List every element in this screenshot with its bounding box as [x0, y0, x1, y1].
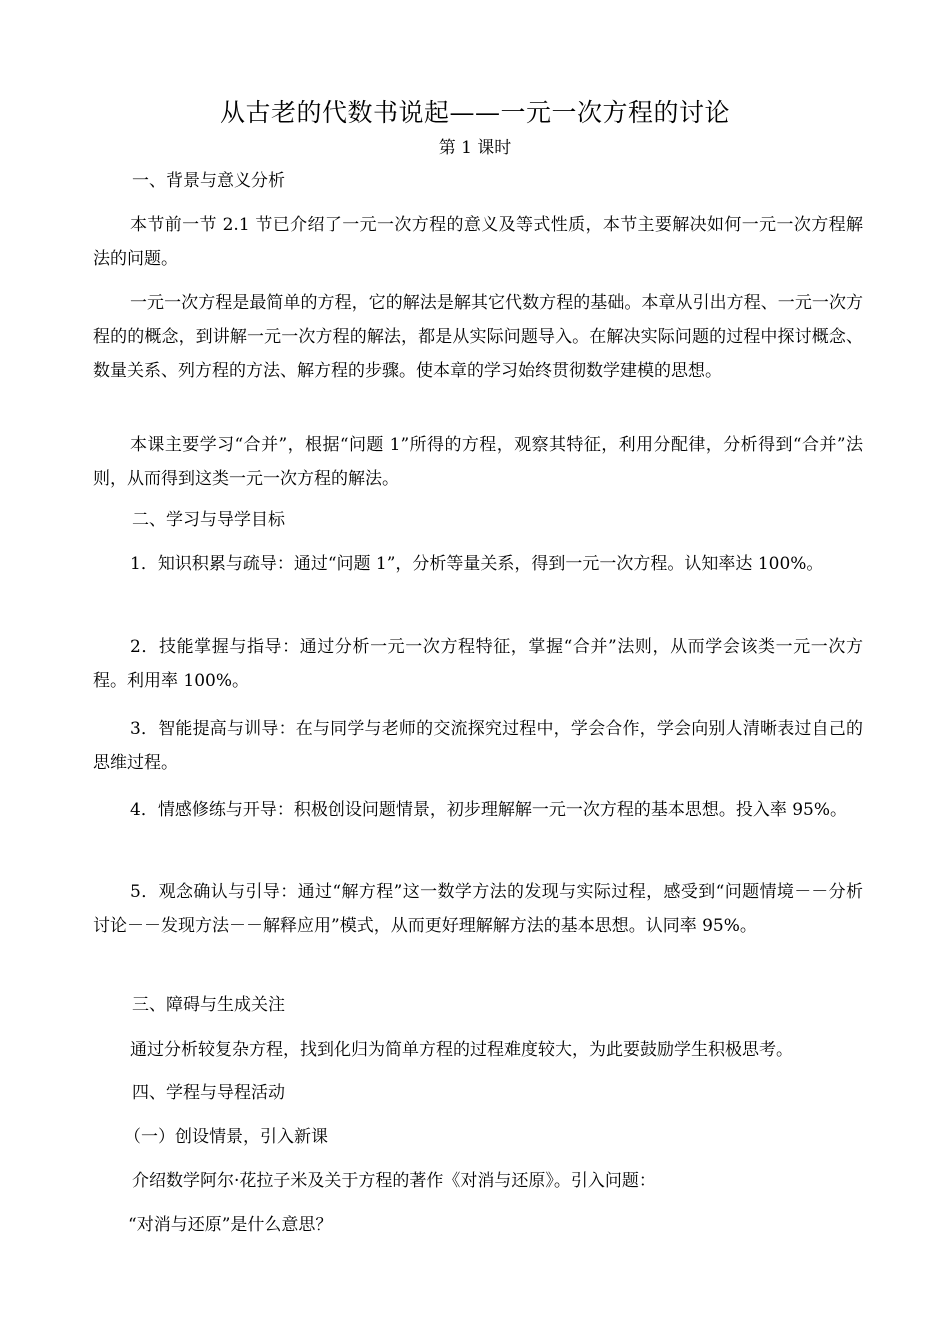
paragraph-background-3: 本课主要学习“合并”，根据“问题 1”所得的方程，观察其特征，利用分配律，分析得到“合并”法则，从而得到这类一元一次方程的解法。: [93, 435, 863, 489]
question-text: “对消与还原”是什么意思？: [128, 1215, 333, 1235]
goal-item-3: 3．智能提高与训导：在与同学与老师的交流探究过程中，学会合作，学会向别人清晰表过自己的思维过程。: [93, 719, 863, 773]
section-heading-goals: 二、学习与导学目标: [132, 510, 285, 530]
section-heading-activities: 四、学程与导程活动: [132, 1083, 285, 1103]
paragraph-intro: 介绍数学阿尔·花拉子米及关于方程的著作《对消与还原》。引入问题：: [132, 1171, 656, 1191]
goal-item-2: 2．技能掌握与指导：通过分析一元一次方程特征，掌握“合并”法则，从而学会该类一元一次方程。利用率 100%。: [93, 637, 863, 691]
section-heading-background: 一、背景与意义分析: [132, 171, 285, 191]
goal-item-5: 5．观念确认与引导：通过“解方程”这一数学方法的发现与实际过程，感受到“问题情境－－分析讨论－－发现方法－－解释应用”模式，从而更好理解解方法的基本思想。认同率 95%。: [93, 882, 863, 936]
lesson-subtitle: 第 1 课时: [438, 138, 512, 158]
paragraph-obstacles: 通过分析较复杂方程，找到化归为简单方程的过程难度较大，为此要鼓励学生积极思考。: [130, 1040, 793, 1060]
goal-item-1: 1．知识积累与疏导：通过“问题 1”，分析等量关系，得到一元一次方程。认知率达 100%。: [130, 554, 824, 574]
goal-item-4: 4．情感修练与开导：积极创设问题情景，初步理解解一元一次方程的基本思想。投入率 95%。: [130, 800, 848, 820]
subsection-heading-intro: （一）创设情景，引入新课: [124, 1127, 328, 1147]
paragraph-background-1: 本节前一节 2.1 节已介绍了一元一次方程的意义及等式性质，本节主要解决如何一元一次方程解法的问题。: [93, 215, 863, 269]
section-heading-obstacles: 三、障碍与生成关注: [132, 995, 285, 1015]
document-title: 从古老的代数书说起——一元一次方程的讨论: [219, 98, 730, 127]
paragraph-background-2: 一元一次方程是最简单的方程，它的解法是解其它代数方程的基础。本章从引出方程、一元一次方程的的概念，到讲解一元一次方程的解法，都是从实际问题导入。在解决实际问题的过程中探讨概念、数量关系、列方程的方法、解方程的步骤。使本章的学习始终贯彻数学建模的思想。: [93, 293, 863, 381]
